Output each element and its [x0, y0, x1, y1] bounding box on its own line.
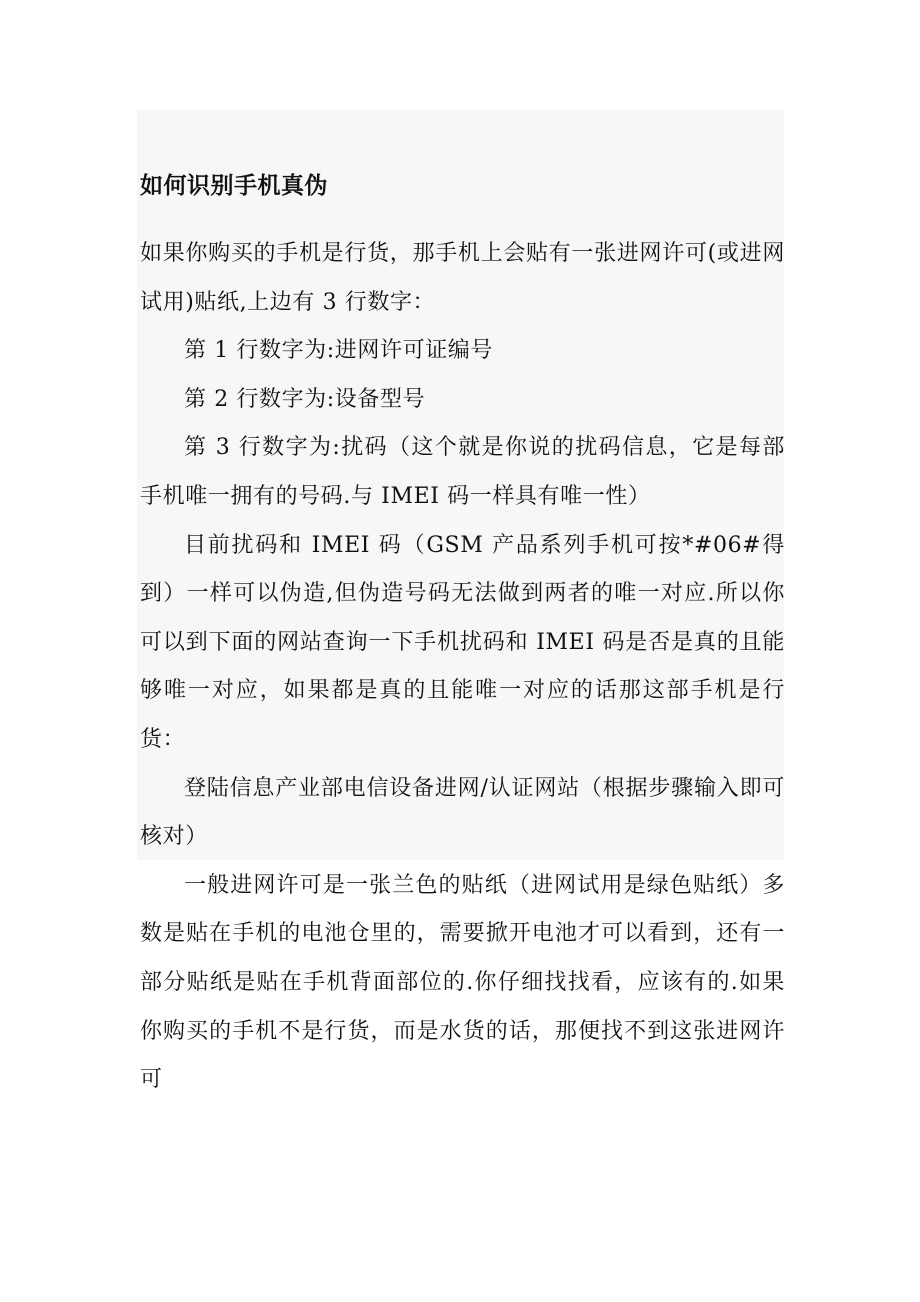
paragraph-intro: 如果你购买的手机是行货，那手机上会贴有一张进网许可(或进网试用)贴纸,上边有 3 行数字： [140, 241, 785, 315]
paragraph-line-2: 第 2 行数字为:设备型号 [184, 386, 426, 412]
paragraph-line-1: 第 1 行数字为:进网许可证编号 [184, 338, 493, 364]
paragraph-website: 登陆信息产业部电信设备进网/认证网站（根据步骤输入即可核对） [140, 775, 785, 850]
paragraph-sticker: 一般进网许可是一张兰色的贴纸（进网试用是绿色贴纸）多数是贴在手机的电池仓里的，需要掀开电池才可以看到，还有一部分贴纸是贴在手机背面部位的.你仔细找找看，应该有的.如果你购买的手机不是行货，而是水货的话，那便找不到这张进网许可 [140, 872, 785, 1093]
article-title: 如何识别手机真伪 [140, 172, 328, 199]
paragraph-line-3: 第 3 行数字为:扰码（这个就是你说的扰码信息，它是每部手机唯一拥有的号码.与 IMEI 码一样具有唯一性） [140, 435, 785, 509]
paragraph-imei: 目前扰码和 IMEI 码（GSM 产品系列手机可按*#06#得到）一样可以伪造,但伪造号码无法做到两者的唯一对应.所以你可以到下面的网站查询一下手机扰码和 IMEI 码是否是真的且能够唯一对应，如果都是真的且能唯一对应的话那这部手机是行货： [140, 532, 785, 752]
article [140, 162, 785, 1105]
